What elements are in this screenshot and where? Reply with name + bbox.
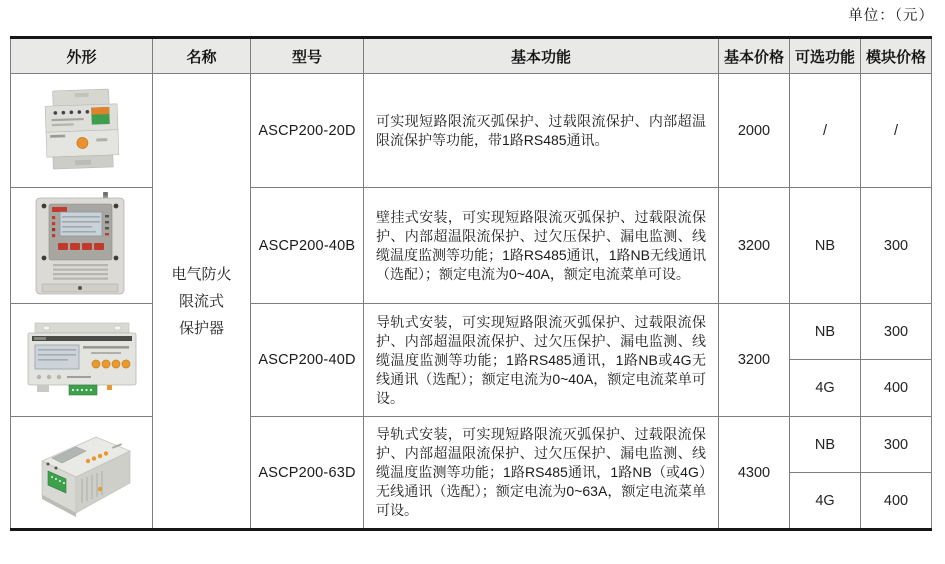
model-cell: ASCP200-40B	[251, 188, 364, 304]
table-row	[11, 304, 932, 360]
function-cell: 导轨式安装，可实现短路限流灭弧保护、过载限流保护、内部超温限流保护、过欠压保护、漏电监测、线缆温度监测等功能；1路RS485通讯，1路NB（或4G）无线通讯（选配）；额定电流为0~63A，额定电流菜单可设。	[364, 417, 719, 530]
optional-function-cell: 4G	[790, 360, 861, 417]
table-row	[11, 74, 932, 188]
base-price-cell: 4300	[719, 417, 790, 530]
product-price-table	[10, 36, 932, 531]
appearance-cell	[11, 74, 153, 188]
function-cell: 壁挂式安装，可实现短路限流灭弧保护、过载限流保护、内部超温限流保护、过欠压保护、漏电监测、线缆温度监测等功能；1路RS485通讯，1路NB无线通讯（选配）；额定电流为0~40A，额定电流菜单可设。	[364, 188, 719, 304]
optional-function-cell: NB	[790, 304, 861, 360]
base-price-cell: 3200	[719, 304, 790, 417]
appearance-cell	[11, 188, 153, 304]
unit-label: 单位：（元）	[848, 8, 934, 24]
module-price-cell: 400	[861, 473, 932, 530]
function-cell: 导轨式安装，可实现短路限流灭弧保护、过载限流保护、内部超温限流保护、过欠压保护、漏电监测、线缆温度监测等功能；1路RS485通讯，1路NB或4G无线通讯（选配）；额定电流为0~40A，额定电流菜单可设。	[364, 304, 719, 417]
product-name-line: 电气防火	[171, 265, 232, 283]
function-cell: 可实现短路限流灭弧保护、过载限流保护、内部超温限流保护等功能，带1路RS485通讯。	[364, 74, 719, 188]
col-header-base-price: 基本价格	[719, 38, 790, 74]
table-row	[11, 188, 932, 304]
optional-function-cell: NB	[790, 417, 861, 473]
module-price-cell: 400	[861, 360, 932, 417]
din-rail-wide-device-photo	[23, 319, 141, 401]
din-rail-compact-device-photo	[32, 84, 132, 178]
module-price-cell: 300	[861, 417, 932, 473]
table-header-row	[11, 38, 932, 74]
module-price-cell: 300	[861, 304, 932, 360]
base-price-cell: 3200	[719, 188, 790, 304]
product-name-line: 保护器	[178, 319, 224, 337]
model-cell: ASCP200-40D	[251, 304, 364, 417]
product-name-cell	[153, 74, 251, 530]
module-price-cell: 300	[861, 188, 932, 304]
table-row	[11, 417, 932, 473]
col-header-basic-function: 基本功能	[364, 38, 719, 74]
col-header-model: 型号	[251, 38, 364, 74]
model-cell: ASCP200-63D	[251, 417, 364, 530]
module-price-cell: /	[861, 74, 932, 188]
col-header-module-price: 模块价格	[861, 38, 932, 74]
optional-function-cell: /	[790, 74, 861, 188]
col-header-name: 名称	[153, 38, 251, 74]
product-name-line: 限流式	[178, 292, 224, 310]
wall-mount-device-photo	[29, 192, 134, 300]
appearance-cell	[11, 417, 153, 530]
appearance-cell	[11, 304, 153, 417]
col-header-appearance: 外形	[11, 38, 153, 74]
optional-function-cell: 4G	[790, 473, 861, 530]
model-cell: ASCP200-20D	[251, 74, 364, 188]
col-header-optional-function: 可选功能	[790, 38, 861, 74]
base-price-cell: 2000	[719, 74, 790, 188]
din-rail-angled-device-photo	[26, 425, 138, 521]
optional-function-cell: NB	[790, 188, 861, 304]
